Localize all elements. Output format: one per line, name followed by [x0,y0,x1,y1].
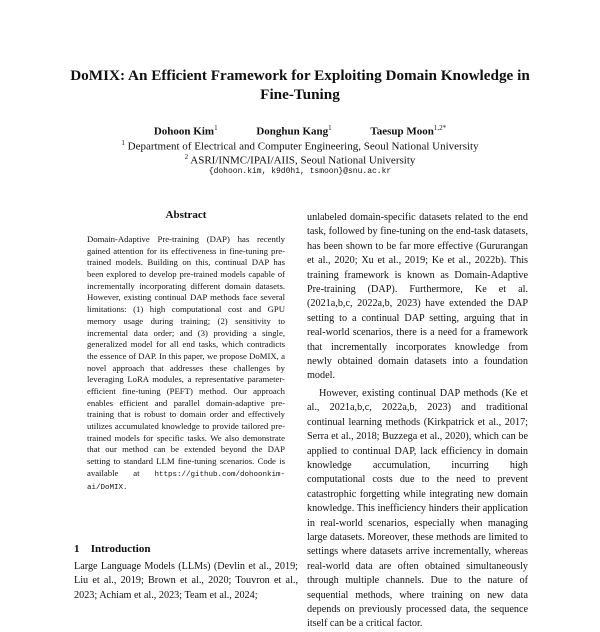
author-name: Taesup Moon [370,125,434,138]
author-emails: {dohoon.kim, k9d0h1, tsmoon}@snu.ac.kr [208,167,392,176]
author-affil-mark: 1 [328,124,332,132]
affiliation-text: ASRI/INMC/IPAI/AIIS, Seoul National University [190,154,416,167]
intro-paragraph: Large Language Models (LLMs) (Devlin et al., 2019; Liu et al., 2019; Brown et al., 2020; Touvron et al., 2023; Achiam et al., 2023; Team et al., 2024; [74,561,298,601]
paper-title: DoMIX: An Efficient Framework for Exploiting Domain Knowledge in Fine-Tuning [70,67,530,103]
author-name: Donghun Kang [256,125,329,138]
author-affil-mark: 1 [214,124,218,132]
right-column [307,211,528,632]
affiliation-text: Department of Electrical and Computer Engineering, Seoul National University [127,140,479,153]
affiliation [60,150,540,168]
abstract-text: Domain-Adaptive Pre-training (DAP) has recently gained attention for its effectiveness in fine-tuning pre-trained models. Building on this, continual DAP has been explored to develop pre-trained models capable of incrementally incorporating different domain datasets. However, existing continual DAP methods face several limitations: (1) high computational cost and GPU memory usage during training; (2) sensitivity to incremental data order; and (3) providing a single, generalized model for all end tasks, which contradicts the essence of DAP. In this paper, we propose DoMIX, a novel approach that addresses these challenges by leveraging LoRA modules, a representative parameter-efficient fine-tuning (PEFT) method. Our approach enables efficient and parallel domain-adaptive pre-training that is robust to domain order and effectively utilizes accumulated knowledge to provide tailored pre-trained models for specific tasks. We also demonstrate that our method can be extended beyond the DAP setting to standard LLM fine-tuning scenarios. Code is available at [87,234,285,478]
body-paragraph: unlabeled domain-specific datasets related to the end task, followed by fine-tuning on the end-task datasets, has been shown to be far more effective (Gururangan et al., 2020; Xu et al., 2019; Ke et al., 2022b). This training framework is known as Domain-Adaptive Pre-training (DAP). Furthermore, Ke et al. (2021a,b,c, 2022a,b, 2023) have extended the DAP setting to a continual DAP setting, arguing that in real-world scenarios, there is a need for a framework that incrementally incorporates knowledge from newly obtained domain datasets into a foundation model. [307,212,528,382]
left-column [74,208,298,495]
section-heading [74,542,150,556]
section-title: Introduction [90,543,151,555]
abstract-body [87,234,285,495]
section-number: 1 [74,543,80,555]
code-link[interactable]: https://github.com/dohoonkim-ai/DoMIX. [87,470,285,493]
body-paragraph: However, existing continual DAP methods (Ke et al., 2021a,b,c, 2022a,b, 2023) and traditional continual learning methods (Kirkpatrick et al., 2017; Serra et al., 2018; Buzzega et al., 2020), which can be applied to continual DAP, lack efficiency in domain knowledge accumulation, incurring high computational costs due to the need to prevent catastrophic forgetting while integrating new domain knowledge. This inefficiency hinders their application in real-world scenarios, especially when managing large datasets. Moreover, these methods are limited to settings where datasets arrive incrementally, whereas real-world data are often obtained simultaneously through multiple channels. Due to the nature of sequential methods, where training on new data depends on previously processed data, the sequence itself can be a critical factor. [307,387,528,630]
affiliation-mark: 2 [184,153,189,161]
affiliation-mark: 1 [121,139,125,147]
author-name: Dohoon Kim [153,125,215,138]
abstract-heading: Abstract [165,209,207,221]
author-affil-mark: 1,2* [433,124,447,132]
